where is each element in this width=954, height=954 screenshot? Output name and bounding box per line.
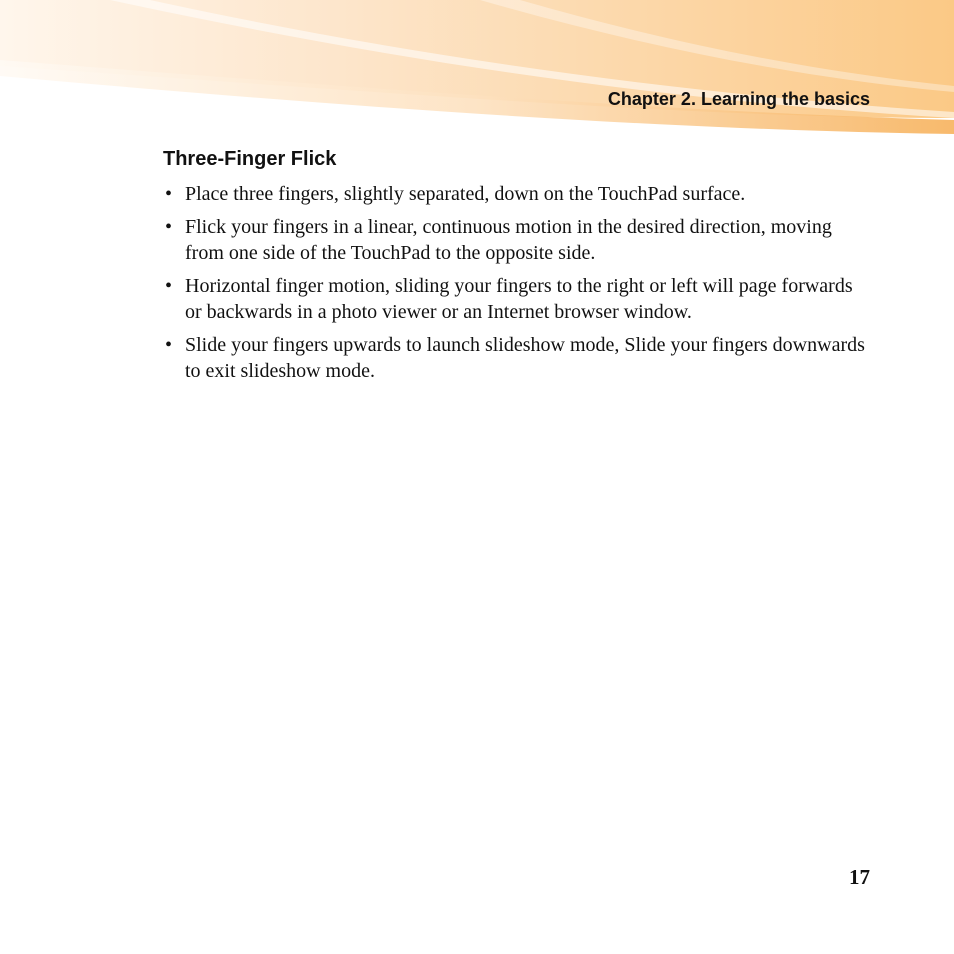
bullet-icon: • [165,215,173,238]
list-item [163,332,873,385]
bullet-icon: • [165,333,173,356]
list-item [163,214,873,267]
bullet-icon: • [165,183,173,205]
list-item-text: Flick your fingers in a linear, continuous motion in the desired direction, moving from one side of the TouchPad to the opposite side. [185,215,832,264]
list-item-text: Horizontal finger motion, sliding your fingers to the right or left will page forwards or backwards in a photo viewer or an Internet browser window. [185,274,853,323]
section-heading: Three-Finger Flick [163,148,337,170]
list-item-text: Place three fingers, slightly separated, down on the TouchPad surface. [185,183,746,205]
bullet-icon: • [165,274,173,297]
chapter-title: Chapter 2. Learning the basics [607,89,870,109]
list-item [163,273,873,326]
page-number: 17 [849,865,870,889]
list-item-text: Slide your fingers upwards to launch slideshow mode, Slide your fingers downwards to exit slideshow mode. [185,333,865,382]
list-item [163,181,873,208]
bullet-list [163,181,873,391]
header-decoration [0,0,954,140]
